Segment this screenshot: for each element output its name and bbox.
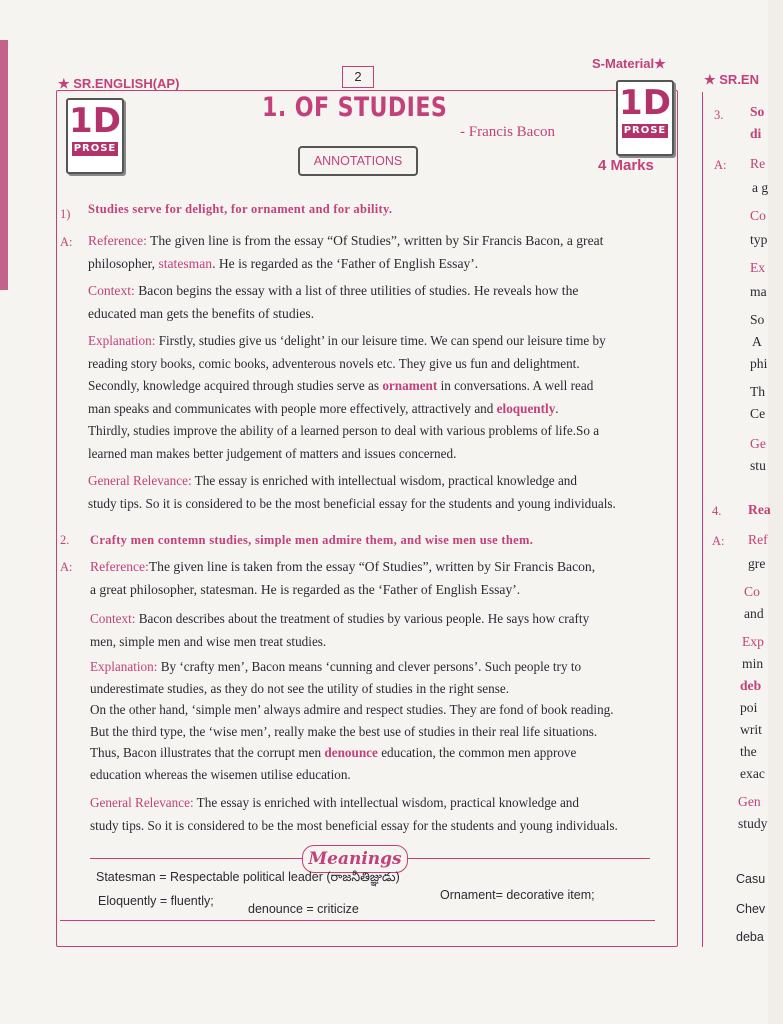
- next-line: phi: [750, 356, 768, 371]
- line: Thirdly, studies improve the ability of a learned person to deal with various problems of life.So a: [88, 423, 600, 438]
- q1-reference: [88, 230, 678, 275]
- next-line: Ge: [750, 436, 766, 451]
- next-line: stu: [750, 458, 766, 473]
- page-number: 2: [342, 66, 374, 88]
- text: Secondly, knowledge acquired through studies serve as: [88, 378, 380, 393]
- line: a great philosopher, statesman. He is regarded as the ‘Father of English Essay’.: [90, 581, 521, 597]
- next-line: writ: [740, 722, 762, 737]
- next-line: A: [752, 334, 762, 349]
- next-line: and: [744, 606, 764, 621]
- line: [90, 608, 680, 631]
- question-2-number: 2.: [60, 533, 70, 547]
- q2-context: [90, 608, 680, 653]
- line: reading story books, comic books, adventerous novels etc. They give us fun and delightment.: [88, 355, 580, 371]
- meanings-title: Meanings: [302, 845, 408, 873]
- prose-logo-right: [616, 80, 674, 156]
- meaning-statesman: Statesman = Respectable political leader (రాజనీతిజ్ఞుడు): [96, 870, 400, 884]
- line: [90, 656, 680, 678]
- text: man speaks and communicates with people more effectively, attractively and: [88, 400, 494, 416]
- question-1: Studies serve for delight, for ornament and for ability.: [88, 202, 393, 216]
- answer-2-marker: A:: [60, 560, 73, 574]
- line: [88, 375, 678, 398]
- text: The essay is enriched with intellectual wisdom, practical knowledge and: [196, 795, 579, 810]
- next-line: Chev: [736, 902, 766, 916]
- relevance-label: General Relevance:: [90, 795, 194, 810]
- next-line: deb: [740, 678, 762, 693]
- line: [88, 253, 678, 276]
- answer-1-marker: A:: [60, 235, 73, 249]
- highlight-ornament: ornament: [382, 378, 438, 393]
- text: Firstly, studies give us ‘delight’ in our leisure time. We can spend our leisure time by: [158, 333, 606, 348]
- next-line: Rea: [748, 502, 771, 517]
- text: in conversations. A well read: [440, 378, 594, 393]
- highlight-statesman: statesman: [158, 255, 213, 271]
- marks-label: 4 Marks: [598, 157, 654, 174]
- next-line: min: [742, 656, 764, 671]
- logo-1d: 1D: [69, 101, 121, 141]
- meaning-denounce: denounce = criticize: [248, 902, 359, 916]
- chapter-title: 1. OF STUDIES: [262, 92, 448, 123]
- next-line: typ: [750, 232, 768, 247]
- binding-edge: [0, 40, 8, 290]
- text: By ‘crafty men’, Bacon means ‘cunning and clever persons’. Such people try to: [160, 659, 582, 674]
- line: study tips. So it is considered to be the most beneficial essay for the students and young individuals.: [90, 817, 618, 833]
- next-line: the: [740, 744, 757, 759]
- next-line: ma: [750, 284, 767, 299]
- reference-label: Reference:: [88, 233, 147, 248]
- next-q4-number: 4.: [712, 504, 722, 518]
- meaning-ornament: Ornament= decorative item;: [440, 888, 595, 902]
- line: [88, 470, 678, 493]
- highlight-denounce: denounce: [324, 745, 378, 760]
- explanation-label: Explanation:: [90, 659, 158, 674]
- next-line: Ex: [750, 260, 766, 275]
- next-line: poi: [740, 700, 758, 715]
- text: Bacon begins the essay with a list of three utilities of studies. He reveals how the: [138, 283, 579, 298]
- relevance-label: General Relevance:: [88, 473, 192, 488]
- annotations-box: ANNOTATIONS: [298, 146, 418, 176]
- prose-logo-left: [66, 98, 124, 174]
- text: The essay is enriched with intellectual wisdom, practical knowledge and: [194, 473, 577, 488]
- author: - Francis Bacon: [460, 124, 555, 140]
- next-line: di: [750, 126, 762, 141]
- highlight-eloquently: eloquently: [496, 400, 556, 416]
- next-line: Co: [744, 584, 760, 599]
- line: [88, 330, 678, 353]
- line: learned man makes better judgement of matters and issues concerned.: [88, 445, 457, 461]
- q1-context: [88, 280, 678, 325]
- explanation-label: Explanation:: [88, 333, 156, 348]
- next-line: Re: [750, 156, 766, 171]
- context-label: Context:: [90, 611, 136, 626]
- q1-explanation: [88, 330, 678, 465]
- line: underestimate studies, as they do not see the utility of studies in the right sense.: [90, 680, 509, 696]
- line: [88, 303, 678, 326]
- next-line: Ce: [750, 406, 766, 421]
- text: Bacon describes about the treatment of studies by various people. He says how crafty: [138, 611, 590, 626]
- question-2: Crafty men contemn studies, simple men admire them, and wise men use them.: [90, 533, 534, 547]
- text: .: [555, 400, 559, 416]
- line: But the third type, the ‘wise men’, really make the best use of studies in their real life situations.: [90, 723, 598, 739]
- context-label: Context:: [88, 283, 135, 298]
- text: education, the common men approve: [381, 745, 577, 760]
- line: [88, 280, 678, 303]
- logo-prose: PROSE: [73, 143, 117, 154]
- next-line: Th: [750, 384, 766, 399]
- bottom-rule: [60, 920, 655, 921]
- logo-1d: 1D: [619, 83, 671, 123]
- question-1-number: 1): [60, 207, 71, 221]
- next-line: Co: [750, 208, 766, 223]
- next-line: Gen: [738, 794, 761, 809]
- next-line: Ref: [748, 532, 768, 547]
- logo-prose: PROSE: [623, 125, 667, 136]
- reference-label: Reference:: [90, 559, 149, 574]
- next-line: So: [750, 104, 765, 119]
- text: . He is regarded as the ‘Father of English Essay’.: [212, 255, 479, 271]
- text: educated man gets the benefits of studies.: [88, 305, 315, 321]
- next-line: gre: [748, 556, 766, 571]
- next-line: study: [738, 816, 768, 831]
- q2-relevance: [90, 792, 680, 837]
- next-answer-marker: A:: [712, 534, 725, 548]
- text: The given line is taken from the essay “Of Studies”, written by Sir Francis Bacon,: [148, 559, 596, 574]
- line: [88, 398, 678, 421]
- next-line: deba: [736, 930, 764, 944]
- next-line: Exp: [742, 634, 764, 649]
- text: The given line is from the essay “Of Studies”, written by Sir Francis Bacon, a great: [150, 233, 604, 248]
- material-header: S-Material★: [592, 56, 666, 71]
- next-line: exac: [740, 766, 765, 781]
- subject-header: ★ SR.ENGLISH(AP): [58, 76, 180, 91]
- line: [90, 742, 680, 764]
- line: education whereas the wisemen utilise education.: [90, 766, 351, 782]
- line: [90, 792, 680, 815]
- meaning-eloquently: Eloquently = fluently;: [98, 894, 214, 908]
- line: On the other hand, ‘simple men’ always admire and respect studies. They are fond of book reading.: [90, 702, 614, 717]
- text: Thus, Bacon illustrates that the corrupt men: [90, 745, 322, 760]
- line: [90, 556, 680, 579]
- line: study tips. So it is considered to be the most beneficial essay for the students and young individuals.: [88, 495, 616, 511]
- next-answer-marker: A:: [714, 158, 727, 172]
- next-line: Casu: [736, 872, 766, 886]
- next-page-header: ★ SR.EN: [704, 72, 759, 87]
- next-line: So: [750, 312, 765, 327]
- q2-reference: [90, 556, 680, 601]
- next-q3-number: 3.: [714, 108, 724, 122]
- line: [88, 230, 678, 253]
- line: men, simple men and wise men treat studies.: [90, 633, 327, 649]
- text: philosopher,: [88, 255, 156, 271]
- q1-relevance: [88, 470, 678, 515]
- next-line: a g: [752, 180, 769, 195]
- q2-explanation: [90, 656, 680, 785]
